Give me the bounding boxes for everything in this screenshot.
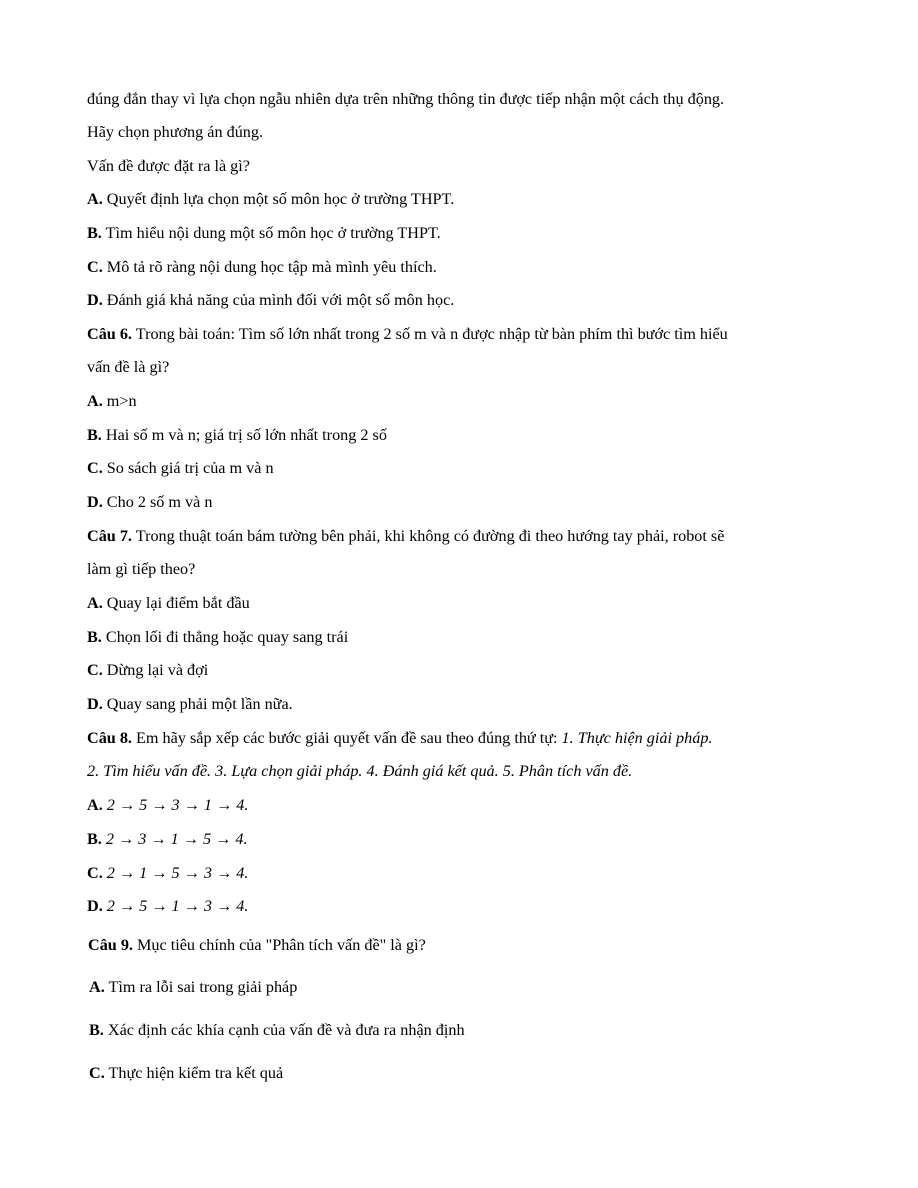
question-8-option-c: C. 2 → 1 → 5 → 3 → 4. xyxy=(87,864,249,882)
question-7-stem-cont: làm gì tiếp theo? xyxy=(87,560,196,578)
question-6-stem-cont: vấn đề là gì? xyxy=(87,358,170,376)
question-6-option-b: B. Hai số m và n; giá trị số lớn nhất trong 2 số xyxy=(87,426,387,444)
question-6-option-d: D. Cho 2 số m và n xyxy=(87,493,213,511)
intro-option-c: C. Mô tả rõ ràng nội dung học tập mà mình yêu thích. xyxy=(87,258,437,276)
question-8-stem-cont: 2. Tìm hiểu vấn đề. 3. Lựa chọn giải pháp. 4. Đánh giá kết quả. 5. Phân tích vấn đề. xyxy=(87,762,633,780)
question-9-option-b: B. Xác định các khía cạnh của vấn đề và đưa ra nhận định xyxy=(89,1021,465,1039)
question-8-stem: Câu 8. Em hãy sắp xếp các bước giải quyết vấn đề sau theo đúng thứ tự: 1. Thực hiện giải pháp. xyxy=(87,729,713,747)
question-7-option-c: C. Dừng lại và đợi xyxy=(87,661,209,679)
question-8-option-d: D. 2 → 5 → 1 → 3 → 4. xyxy=(87,897,249,915)
question-7-option-b: B. Chọn lối đi thẳng hoặc quay sang trái xyxy=(87,628,349,646)
question-7-stem: Câu 7. Trong thuật toán bám tường bên phải, khi không có đường đi theo hướng tay phải, robot sẽ xyxy=(87,527,725,545)
question-8-option-b: B. 2 → 3 → 1 → 5 → 4. xyxy=(87,830,248,848)
intro-option-d: D. Đánh giá khả năng của mình đối với một số môn học. xyxy=(87,291,455,309)
question-6-option-c: C. So sách giá trị của m và n xyxy=(87,459,274,477)
intro-option-a: A. Quyết định lựa chọn một số môn học ở trường THPT. xyxy=(87,190,455,208)
question-9-option-c: C. Thực hiện kiểm tra kết quả xyxy=(89,1064,284,1082)
question-7-option-d: D. Quay sang phải một lần nữa. xyxy=(87,695,293,713)
question-8-option-a: A. 2 → 5 → 3 → 1 → 4. xyxy=(87,796,249,814)
question-7-option-a: A. Quay lại điểm bắt đầu xyxy=(87,594,250,612)
question-9-stem: Câu 9. Mục tiêu chính của "Phân tích vấn đề" là gì? xyxy=(88,936,426,954)
intro-line-2: Hãy chọn phương án đúng. xyxy=(87,123,264,141)
question-6-stem: Câu 6. Trong bài toán: Tìm số lớn nhất trong 2 số m và n được nhập từ bàn phím thì bước tìm hiểu xyxy=(87,325,728,343)
intro-option-b: B. Tìm hiểu nội dung một số môn học ở trường THPT. xyxy=(87,224,441,242)
question-9-option-a: A. Tìm ra lỗi sai trong giải pháp xyxy=(89,978,298,996)
intro-question: Vấn đề được đặt ra là gì? xyxy=(87,157,250,175)
question-6-option-a: A. m>n xyxy=(87,392,137,410)
intro-line-1: đúng đắn thay vì lựa chọn ngẫu nhiên dựa trên những thông tin được tiếp nhận một cách thụ động. xyxy=(87,90,725,108)
